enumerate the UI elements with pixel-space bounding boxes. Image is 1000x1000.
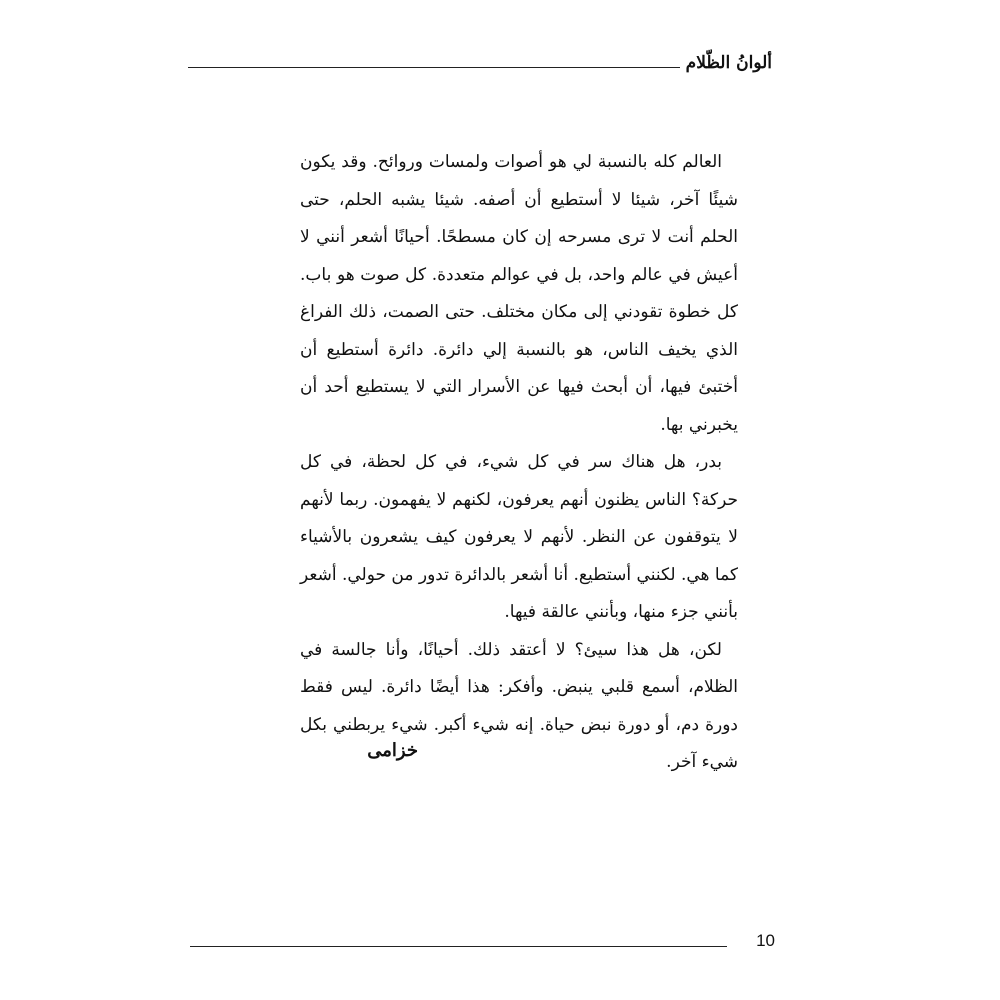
body-text (300, 144, 738, 782)
running-title: ألوانُ الظّلام (685, 53, 772, 73)
header-rule (188, 67, 680, 68)
paragraph: بدر، هل هناك سر في كل شيء، في كل لحظة، في كل حركة؟ الناس يظنون أنهم يعرفون، لكنهم لا يفهمون. ربما لأنهم لا يتوقفون عن النظر. لأنهم لا يعرفون كيف يشعرون بالأشياء كما هي. لكنني أستطيع. أنا أشعر بالدائرة تدور من حولي. أشعر بأنني جزء منها، وبأنني عالقة فيها. (300, 452, 738, 622)
paragraph: لكن، هل هذا سيئ؟ لا أعتقد ذلك. أحيانًا، وأنا جالسة في الظلام، أسمع قلبي ينبض. وأفكر: هذا أيضًا دائرة. ليس فقط دورة دم، أو دورة نبض حياة. إنه شيء أكبر. شيء يربطني بكل شيء آخر. (300, 639, 738, 772)
page-header (188, 50, 772, 80)
page-number: 10 (756, 931, 775, 950)
page-footer (190, 928, 775, 958)
paragraph: العالم كله بالنسبة لي هو أصوات ولمسات وروائح. وقد يكون شيئًا آخر، شيئا لا أستطيع أن أصفه. شيئا يشبه الحلم، حتى الحلم أنت لا ترى مسرحه إن كان مسطحًا. أحيانًا أشعر أنني لا أعيش في عالم واحد، بل في عوالم متعددة. كل صوت هو باب. كل خطوة تقودني إلى مكان مختلف. حتى الصمت، ذلك الفراغ الذي يخيف الناس، هو بالنسبة إلي دائرة. دائرة أستطيع أن أختبئ فيها، أن أبحث فيها عن الأسرار التي لا يستطيع أحد أن يخبرني بها. (300, 152, 738, 435)
footer-rule (190, 946, 727, 947)
signature: خزامى (367, 740, 418, 761)
